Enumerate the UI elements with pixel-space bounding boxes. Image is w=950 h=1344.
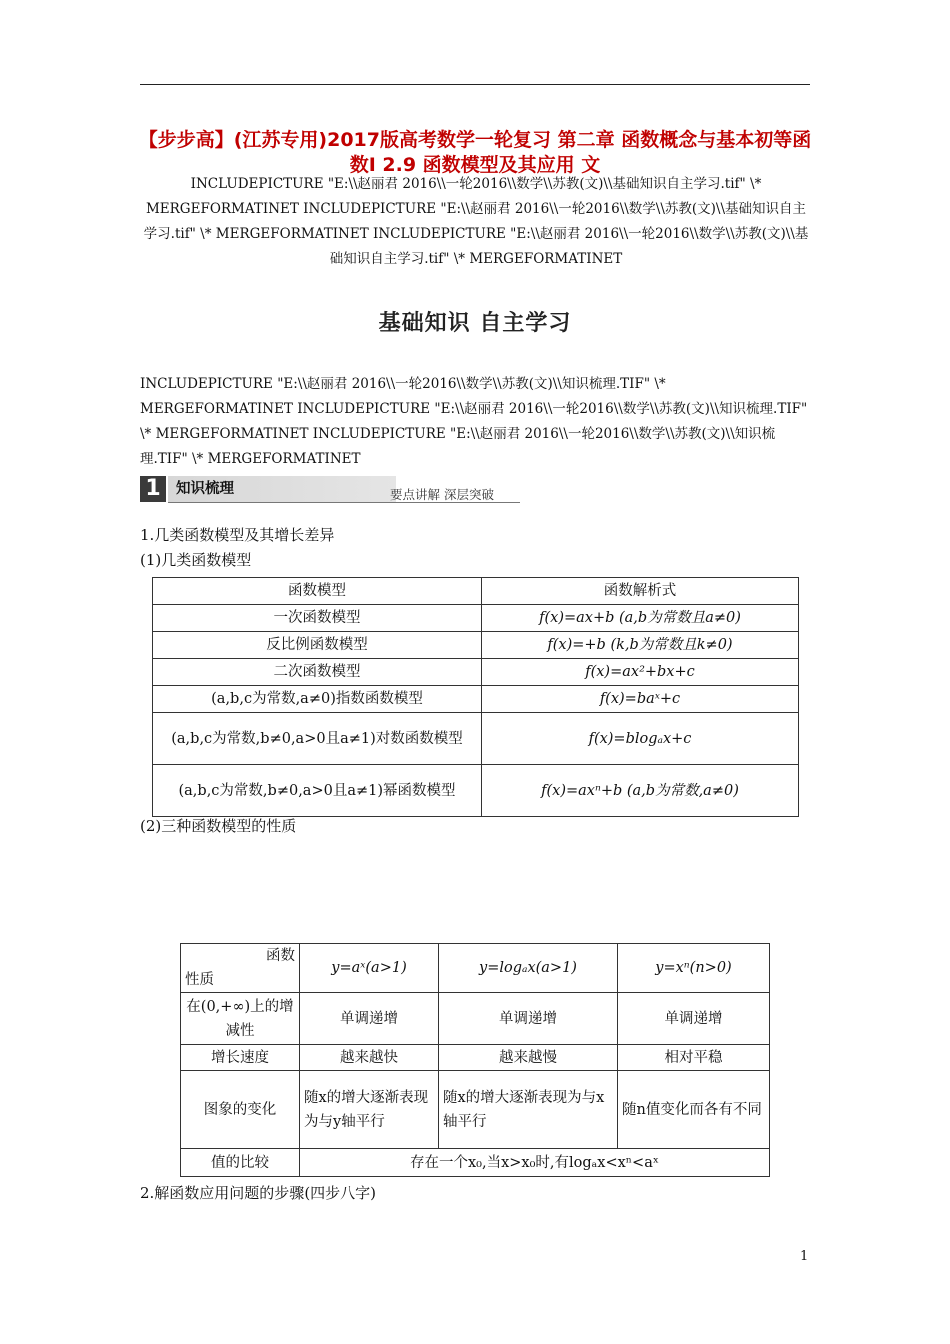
table-corner-cell (181, 944, 300, 993)
table-cell: 单调递增 (300, 993, 439, 1045)
function-properties-table (180, 943, 770, 1177)
table-header-cell: y=xⁿ(n>0) (618, 944, 770, 993)
heading-1: 1.几类函数模型及其增长差异 (140, 526, 335, 544)
banner-label: 知识梳理 (168, 476, 396, 502)
table-row-label: 在(0,+∞)上的增减性 (181, 993, 300, 1045)
table-cell: f(x)=baˣ+c (482, 686, 799, 713)
table-cell: 随x的增大逐渐表现为与y轴平行 (300, 1071, 439, 1149)
table-cell: 随n值变化而各有不同 (618, 1071, 770, 1149)
heading-2: 2.解函数应用问题的步骤(四步八字) (140, 1184, 377, 1202)
banner-underline (168, 502, 520, 503)
table-row (181, 1045, 770, 1071)
table-cell: 存在一个x₀,当x>x₀时,有logₐx<xⁿ<aˣ (300, 1149, 770, 1177)
corner-top-label: 函数 (266, 948, 295, 964)
table-row (153, 713, 799, 765)
table-cell: f(x)=ax²+bx+c (482, 659, 799, 686)
include-field-text-2: INCLUDEPICTURE "E:\\赵丽君 2016\\一轮2016\\数学\\苏教(文)\\知识梳理.TIF" \* MERGEFORMATINET INCLUDEPICTURE "E:\\赵丽君 2016\\一轮2016\\数学\\苏教(文)\\知识梳理.TIF" \* MERGEFORMATINET INCLUDEPICTURE "E:\\赵丽君 2016\\一轮2016\\数学\\苏教(文)\\知识梳理.TIF" \* MERGEFORMATINET (140, 376, 808, 467)
section-title: 基础知识 自主学习 (378, 311, 572, 336)
table-cell: 越来越快 (300, 1045, 439, 1071)
table-cell: f(x)=blogₐx+c (482, 713, 799, 765)
top-rule (140, 84, 810, 85)
page-number: 1 (800, 1249, 809, 1264)
heading-1-2: (2)三种函数模型的性质 (140, 817, 297, 835)
corner-bottom-label: 性质 (185, 972, 214, 988)
table-cell: 单调递增 (618, 993, 770, 1045)
table-row (153, 659, 799, 686)
table-cell: (a,b,c为常数,a≠0)指数函数模型 (153, 686, 482, 713)
table-cell: f(x)=+b (k,b为常数且k≠0) (482, 632, 799, 659)
table-cell: 越来越慢 (439, 1045, 618, 1071)
table-cell: 一次函数模型 (153, 605, 482, 632)
table-row (153, 632, 799, 659)
table-cell: f(x)=axⁿ+b (a,b为常数,a≠0) (482, 765, 799, 817)
table-row (181, 1071, 770, 1149)
table-row (181, 993, 770, 1045)
table-header-row (153, 578, 799, 605)
table-row (153, 605, 799, 632)
table-cell: (a,b,c为常数,b≠0,a>0且a≠1)幂函数模型 (153, 765, 482, 817)
table-cell: 相对平稳 (618, 1045, 770, 1071)
table-row-label: 增长速度 (181, 1045, 300, 1071)
document-title: 【步步高】(江苏专用)2017版高考数学一轮复习 第二章 函数概念与基本初等函数Ⅰ 2.9 函数模型及其应用 文 (138, 129, 812, 176)
table-cell: 单调递增 (439, 993, 618, 1045)
banner-subtitle: 要点讲解 深层突破 (390, 487, 494, 502)
include-field-text-1: INCLUDEPICTURE "E:\\赵丽君 2016\\一轮2016\\数学\\苏教(文)\\基础知识自主学习.tif" \* MERGEFORMATINET INCLUDEPICTURE "E:\\赵丽君 2016\\一轮2016\\数学\\苏教(文)\\基础知识自主学习.tif" \* MERGEFORMATINET INCLUDEPICTURE "E:\\赵丽君 2016\\一轮2016\\数学\\苏教(文)\\基础知识自主学习.tif" \* MERGEFORMATINET (143, 176, 809, 267)
table-header-cell: y=logₐx(a>1) (439, 944, 618, 993)
table-row (153, 765, 799, 817)
table-cell: f(x)=ax+b (a,b为常数且a≠0) (482, 605, 799, 632)
table-cell: 二次函数模型 (153, 659, 482, 686)
table-cell: 随x的增大逐渐表现为与x轴平行 (439, 1071, 618, 1149)
table-header-cell: 函数模型 (153, 578, 482, 605)
table-row (181, 1149, 770, 1177)
table-cell: 反比例函数模型 (153, 632, 482, 659)
table-cell: (a,b,c为常数,b≠0,a>0且a≠1)对数函数模型 (153, 713, 482, 765)
table-row (153, 686, 799, 713)
table-header-row (181, 944, 770, 993)
function-models-table (152, 577, 799, 817)
table-row-label: 图象的变化 (181, 1071, 300, 1149)
table-row-label: 值的比较 (181, 1149, 300, 1177)
heading-1-1: (1)几类函数模型 (140, 551, 252, 569)
table-header-cell: 函数解析式 (482, 578, 799, 605)
knowledge-banner (140, 476, 520, 504)
table-header-cell: y=aˣ(a>1) (300, 944, 439, 993)
banner-number: 1 (140, 476, 166, 502)
